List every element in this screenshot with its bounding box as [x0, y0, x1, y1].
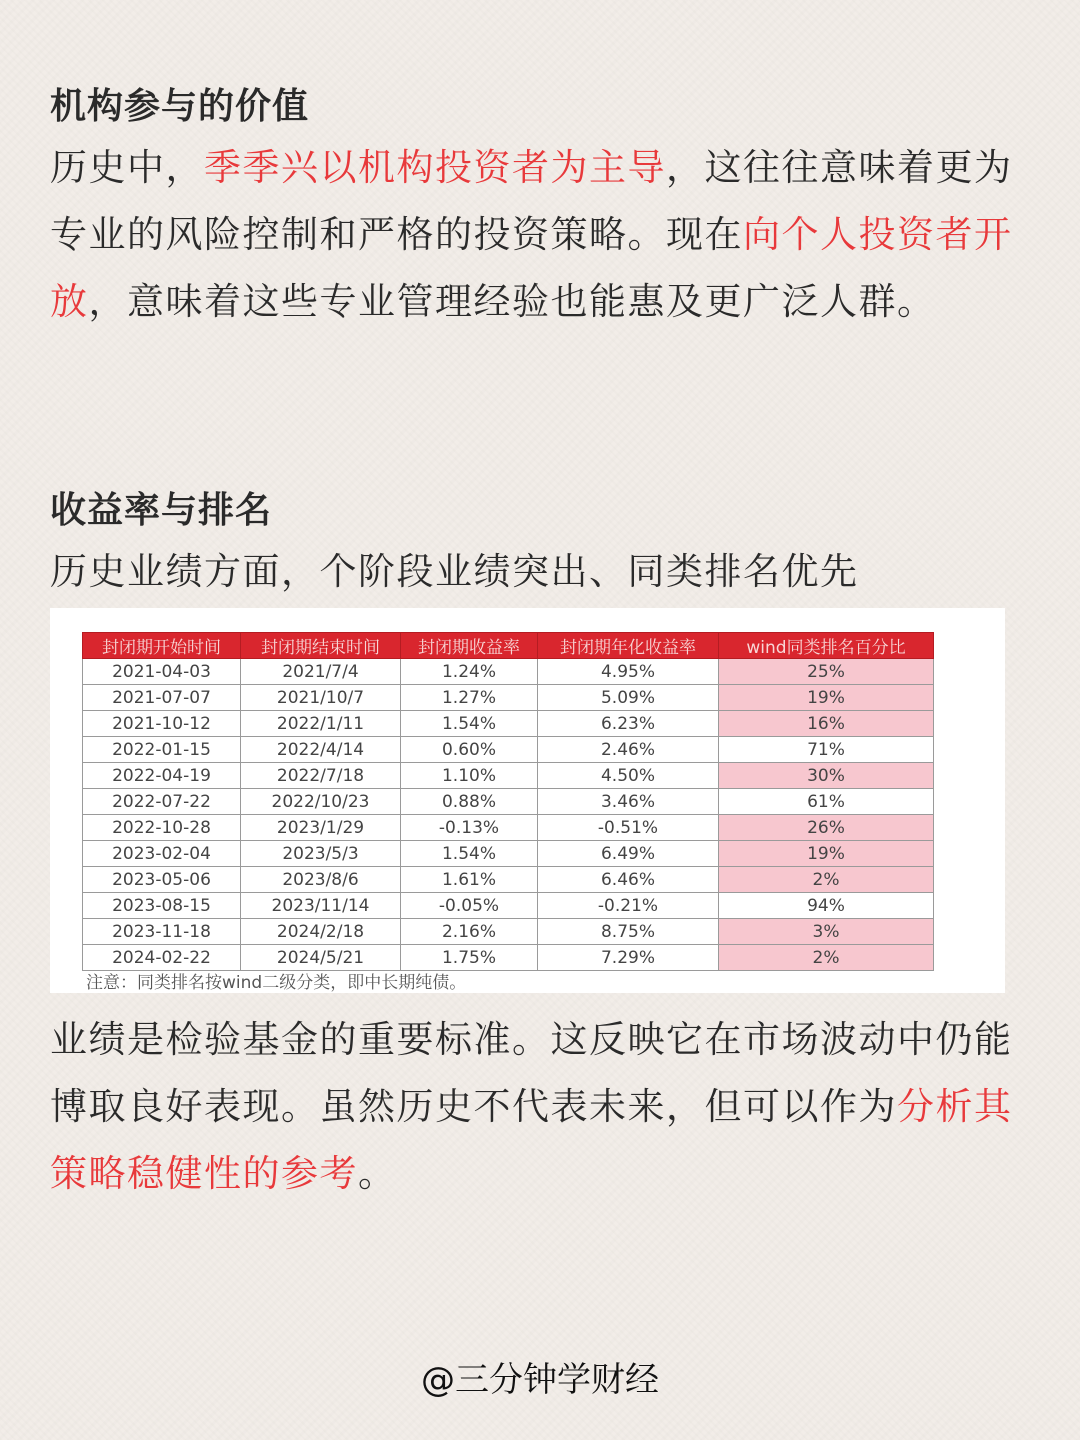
table-cell: 6.49%: [538, 841, 719, 867]
table-row: [83, 685, 934, 711]
table-cell: 8.75%: [538, 919, 719, 945]
table-row: [83, 919, 934, 945]
table-cell: 3%: [719, 919, 934, 945]
table-cell: 2023/8/6: [241, 867, 401, 893]
table-cell: 6.23%: [538, 711, 719, 737]
performance-table-image: [50, 608, 1005, 993]
table-cell: 3.46%: [538, 789, 719, 815]
column-header: 封闭期结束时间: [241, 633, 401, 659]
table-cell: 2%: [719, 867, 934, 893]
table-cell: 19%: [719, 841, 934, 867]
table-cell: 7.29%: [538, 945, 719, 971]
table-cell: 2023-02-04: [83, 841, 241, 867]
table-cell: 2022/1/11: [241, 711, 401, 737]
table-cell: 1.61%: [401, 867, 538, 893]
table-cell: 2022/10/23: [241, 789, 401, 815]
table-row: [83, 711, 934, 737]
table-cell: 6.46%: [538, 867, 719, 893]
table-cell: 4.95%: [538, 659, 719, 685]
paragraph-institution: [50, 134, 1025, 335]
table-row: [83, 737, 934, 763]
table-cell: 2022/7/18: [241, 763, 401, 789]
table-row: [83, 815, 934, 841]
table-cell: 2023/1/29: [241, 815, 401, 841]
highlight-text: 分析其策略稳健性的参考: [50, 1085, 1013, 1195]
table-cell: -0.51%: [538, 815, 719, 841]
table-row: [83, 893, 934, 919]
table-row: [83, 763, 934, 789]
table-cell: 5.09%: [538, 685, 719, 711]
table-cell: 1.10%: [401, 763, 538, 789]
table-row: [83, 659, 934, 685]
text-segment: 历史中，: [50, 146, 204, 189]
table-cell: 2023-08-15: [83, 893, 241, 919]
table-cell: 2023-11-18: [83, 919, 241, 945]
table-cell: 2023/5/3: [241, 841, 401, 867]
table-cell: 1.24%: [401, 659, 538, 685]
table-body: [83, 659, 934, 971]
table-cell: -0.05%: [401, 893, 538, 919]
table-cell: -0.13%: [401, 815, 538, 841]
table-cell: 2022-07-22: [83, 789, 241, 815]
table-cell: 61%: [719, 789, 934, 815]
column-header: 封闭期开始时间: [83, 633, 241, 659]
table-cell: 2.46%: [538, 737, 719, 763]
text-segment: 。: [358, 1152, 397, 1195]
author-handle: @三分钟学财经: [421, 1360, 659, 1400]
text-segment: ，这往往意味着更为专业的风险控制和严格的投资策略。现在: [50, 146, 1013, 256]
table-cell: 19%: [719, 685, 934, 711]
table-cell: 2022-01-15: [83, 737, 241, 763]
table-cell: 0.60%: [401, 737, 538, 763]
table-cell: 2022-10-28: [83, 815, 241, 841]
highlight-text: 季季兴以机构投资者为主导: [204, 146, 666, 189]
table-cell: 71%: [719, 737, 934, 763]
table-cell: 0.88%: [401, 789, 538, 815]
table-row: [83, 841, 934, 867]
highlight-text: 向个人投资者开放: [50, 213, 1013, 323]
table-cell: 1.54%: [401, 711, 538, 737]
table-row: [83, 867, 934, 893]
table-cell: 2021-10-12: [83, 711, 241, 737]
table-cell: 94%: [719, 893, 934, 919]
table-row: [83, 945, 934, 971]
table-cell: 2022-04-19: [83, 763, 241, 789]
paragraph-conclusion: [50, 1006, 1025, 1207]
table-cell: 2022/4/14: [241, 737, 401, 763]
table-cell: 2024/5/21: [241, 945, 401, 971]
table-note: 注意：同类排名按wind二级分类，即中长期纯债。: [86, 973, 467, 993]
section-heading-institution: 机构参与的价值: [50, 86, 310, 127]
table-cell: 2024/2/18: [241, 919, 401, 945]
column-header: wind同类排名百分比: [719, 633, 934, 659]
table-cell: 2%: [719, 945, 934, 971]
table-cell: 30%: [719, 763, 934, 789]
table-cell: 2021/7/4: [241, 659, 401, 685]
table-cell: 2023/11/14: [241, 893, 401, 919]
table-cell: 2021/10/7: [241, 685, 401, 711]
table-cell: 2021-04-03: [83, 659, 241, 685]
table-cell: 1.27%: [401, 685, 538, 711]
section-heading-returns: 收益率与排名: [50, 490, 273, 531]
table-cell: 1.54%: [401, 841, 538, 867]
performance-table: [82, 632, 934, 971]
table-cell: 1.75%: [401, 945, 538, 971]
table-cell: 25%: [719, 659, 934, 685]
table-row: [83, 789, 934, 815]
column-header: 封闭期收益率: [401, 633, 538, 659]
text-segment: ，意味着这些专业管理经验也能惠及更广泛人群。: [88, 280, 936, 323]
table-header-row: [83, 633, 934, 659]
table-cell: 16%: [719, 711, 934, 737]
table-cell: 4.50%: [538, 763, 719, 789]
table-cell: 26%: [719, 815, 934, 841]
text-segment: 业绩是检验基金的重要标准。这反映它在市场波动中仍能博取良好表现。虽然历史不代表未来，但可以作为: [50, 1018, 1013, 1128]
table-cell: 2.16%: [401, 919, 538, 945]
column-header: 封闭期年化收益率: [538, 633, 719, 659]
table-cell: 2023-05-06: [83, 867, 241, 893]
table-cell: -0.21%: [538, 893, 719, 919]
table-cell: 2021-07-07: [83, 685, 241, 711]
paragraph-returns-intro: 历史业绩方面，个阶段业绩突出、同类排名优先: [50, 550, 859, 593]
table-cell: 2024-02-22: [83, 945, 241, 971]
